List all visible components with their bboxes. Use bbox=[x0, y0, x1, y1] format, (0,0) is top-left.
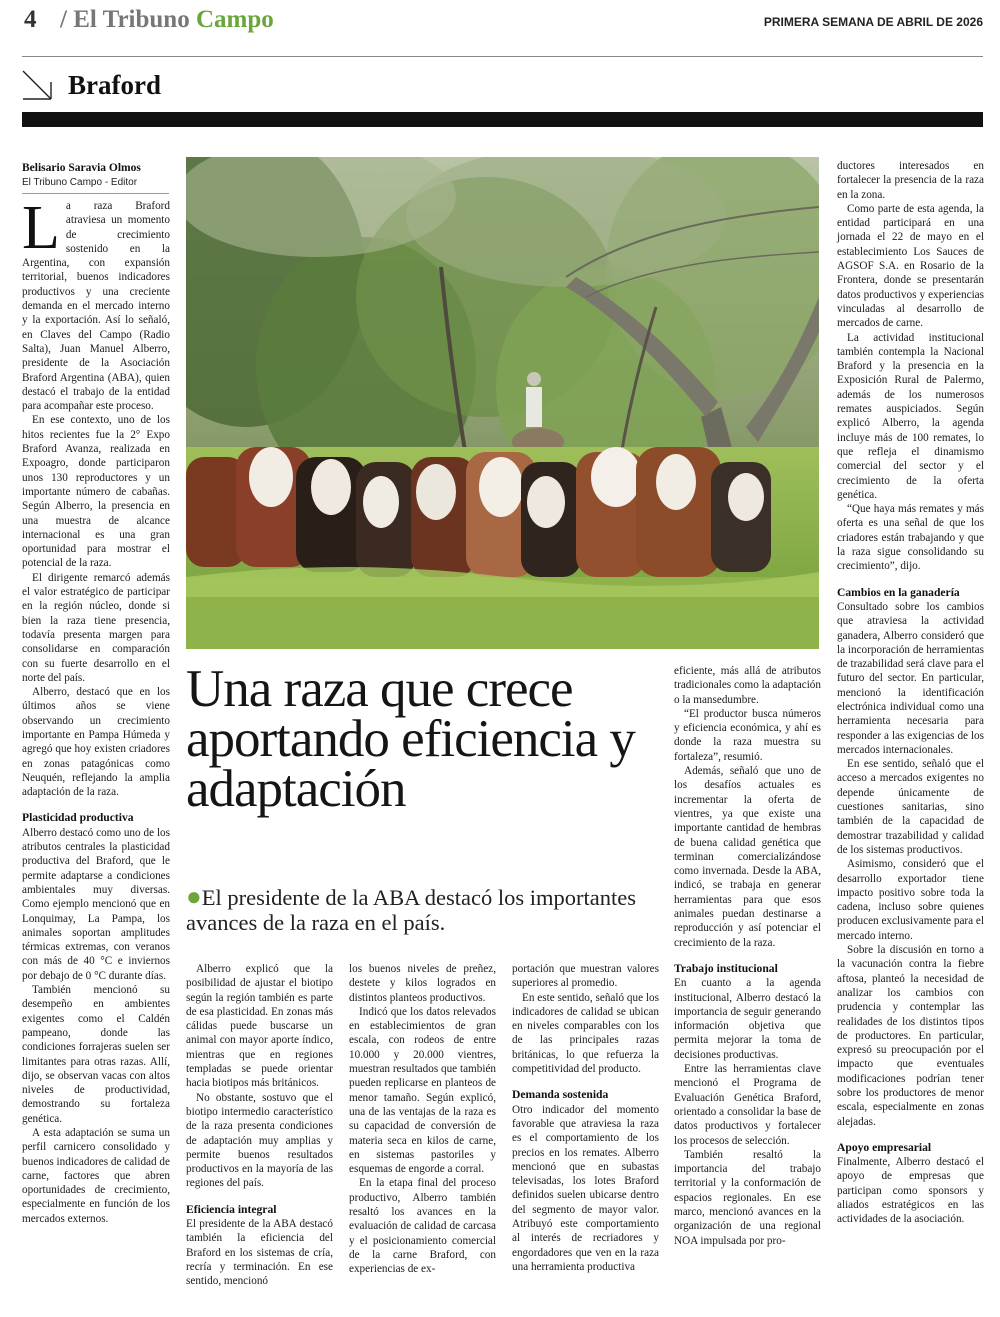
paragraph: Consultado sobre los cambios que atraviesa la actividad ganadera, Alberro consideró que la incorporación de herramientas de trazabilidad será clave para el futuro del sector. En particular, mencionó la identificación electrónica individual como una herramienta necesaria para responder a las exigencias de los mercados internacionales. bbox=[837, 600, 984, 756]
paragraph: También mencionó su desempeño en ambientes exigentes como el Caldén pampeano, donde las condiciones forrajeras suelen ser limitantes para otras razas. Allí, dijo, se observan vacas con altos niveles de productividad, demostrando su fortaleza genética. bbox=[22, 984, 170, 1125]
paragraph: eficiente, más allá de atributos tradicionales como la adaptación o la mansedumbre. bbox=[674, 665, 821, 706]
paragraph: Indicó que los datos relevados en establecimientos de gran escala, con rodeos de entre 10.000 y 20.000 vientres, muestran resultados que también pueden replicarse en planteos de menor tamaño. Según explicó, una de las ventajas de la raza es su capacidad de conversión de materia seca en kilos de carne, en sistemas pastoriles y esquemas de engorde a corral. bbox=[349, 1005, 496, 1176]
paragraph: Alberro destacó como uno de los atributos centrales la plasticidad productiva del Braford, que le permite adaptarse a condiciones ambientales muy diversas. Como ejemplo mencionó que en Lonquimay, La Pampa, los animales soportan amplitudes térmicas extremas, con veranos con más de 40 °C e inviernos por debajo de 0 °C durante días. bbox=[22, 826, 170, 982]
article-column-1 bbox=[22, 194, 170, 1226]
lead-paragraph: La raza Braford atraviesa un momento de crecimiento sostenido en la Argentina, con expansión territorial, buenos indicadores productivos y una creciente demanda en el mercado interno y la exportación. Así lo señaló, en Claves del Campo (Radio Salta), Juan Manuel Alberro, presidente de la Asociación Braford Argentina (ABA), quien destacó el trabajo de la entidad para acompañar este proceso. bbox=[22, 194, 170, 413]
subheadline: ●El presidente de la ABA destacó los importantes avances de la raza en el país. bbox=[186, 882, 636, 935]
paragraph: Como parte de esta agenda, la entidad participará en una jornada el 22 de mayo en el establecimiento Los Sauces de AGSOF S.A. en Rosario de la Frontera, donde se presentarán datos productivos y experiencias vinculadas al desarrollo de mercados de carne. bbox=[837, 202, 984, 330]
article-column-3 bbox=[349, 962, 496, 1277]
paragraph: Finalmente, Alberro destacó el apoyo de empresas que participan como sponsors y aliados estratégicos en las actividades de la asociación. bbox=[837, 1156, 984, 1226]
paragraph: A esta adaptación se suma un perfil carnicero consolidado y buenos indicadores de calidad de carne, factores que abren oportunidades de crecimiento, especialmente en función de los mercados externos. bbox=[22, 1127, 170, 1225]
subheading: Trabajo institucional bbox=[674, 961, 778, 975]
paragraph: El dirigente remarcó además el valor estratégico de participar en la región núcleo, donde si bien la raza tiene presencia, todavía presenta margen para consolidarse en comparación con su fuerte desarrollo en el norte del país. bbox=[22, 571, 170, 684]
paragraph: Otro indicador del momento favorable que atraviesa la raza es el comportamiento de los precios en los remates. Alberro mencionó que en subastas televisadas, los lotes Braford definidos suelen ubicarse dentro del segmento de mayor valor. Atribuyó este comportamiento al interés de recriadores y engordadores que ven en la raza una herramienta productiva bbox=[512, 1103, 659, 1273]
paragraph: Sobre la discusión en torno a la vacunación contra la fiebre aftosa, planteó la necesidad de analizar los cambios con prudencia y contemplar las realidades de los distintos tipos de productores. En particular, expresó su preocupación por el impacto que eventuales modificaciones podrían tener sobre los productores de menor escala, especialmente en zonas alejadas. bbox=[837, 944, 984, 1128]
page-number: 4 bbox=[24, 6, 37, 33]
paragraph: los buenos niveles de preñez, destete y kilos logrados en distintos planteos productivos. bbox=[349, 963, 496, 1004]
article-column-2 bbox=[186, 962, 333, 1289]
subheading: Demanda sostenida bbox=[512, 1088, 609, 1102]
subheading: Eficiencia integral bbox=[186, 1202, 277, 1216]
paragraph: No obstante, sostuvo que el biotipo intermedio característico de la raza presenta condiciones de adaptación muy amplias y permite buenos resultados productivos en la mayoría de las regiones del país. bbox=[186, 1091, 333, 1190]
byline-author: Belisario Saravia Olmos bbox=[22, 162, 141, 174]
paragraph: Además, señaló que uno de los desafíos actuales es incrementar la oferta de vientres, ya que existe una importante cantidad de hembras de buena calidad genética que terminan comercializándose como invernada. Desde la ABA, indicó, se trabaja en generar herramientas para que esos animales puedan destinarse a reproducción y así potenciar el crecimiento de la raza. bbox=[674, 765, 821, 949]
paragraph: También resaltó la importancia del trabajo territorial y la conformación de espacios regionales. En ese marco, mencionó avances en la organización de una regional NOA impulsada por pro- bbox=[674, 1148, 821, 1247]
subheading: Cambios en la ganadería bbox=[837, 585, 960, 599]
paragraph: La actividad institucional también contempla la Nacional Braford y la presencia en la Exposición Rural de Palermo, además de los numerosos remates auspiciados. Según explicó Alberro, la agenda incluye más de 100 remates, lo que refleja el dinamismo comercial del sector y el crecimiento de la oferta genética. bbox=[837, 331, 984, 501]
drop-cap: L bbox=[22, 194, 60, 262]
section-title: Braford bbox=[68, 70, 161, 100]
paragraph: Entre las herramientas clave mencionó el Programa de Evaluación Genética Braford, orientado a consolidar la base de datos productivos y fortalecer los procesos de selección. bbox=[674, 1063, 821, 1147]
issue-date: PRIMERA SEMANA DE ABRIL DE 2026 bbox=[763, 15, 983, 29]
separator: / bbox=[60, 6, 67, 33]
paragraph: En la etapa final del proceso productivo, Alberro también resaltó los avances en la evaluación de calidad de carcasa y el posicionamiento comercial de la carne Braford, con experiencias de ex- bbox=[349, 1177, 496, 1276]
paragraph: El presidente de la ABA destacó también la eficiencia del Braford en los sistemas de cría, recría y terminación. En ese sentido, mencionó bbox=[186, 1218, 333, 1288]
headline: Una raza que crece aportando eficiencia y adaptación bbox=[186, 660, 635, 818]
article-column-4 bbox=[512, 962, 659, 1274]
paragraph: En ese sentido, señaló que el acceso a mercados exigentes no depende únicamente de cuestiones sanitarias, sino también de la capacidad de demostrar trazabilidad y calidad de los sistemas productivos. bbox=[837, 758, 984, 856]
article-column-5 bbox=[674, 664, 821, 1248]
subheading: Plasticidad productiva bbox=[22, 811, 134, 825]
paragraph: En este sentido, señaló que los indicadores de calidad se ubican en niveles comparables con los de las principales razas británicas, lo que refuerza la competitividad del producto. bbox=[512, 991, 659, 1076]
green-dot-icon: ● bbox=[186, 882, 202, 911]
publication-name: El Tribuno bbox=[73, 6, 190, 33]
photo-image bbox=[186, 157, 819, 649]
section-bar bbox=[22, 112, 983, 127]
paragraph: ductores interesados en fortalecer la presencia de la raza en la zona. bbox=[837, 160, 984, 201]
header-rule bbox=[22, 56, 983, 57]
paragraph: Alberro, destacó que en los últimos años se viene observando un crecimiento importante en Pampa Húmeda y agregó que hoy existen criadores en zonas patagónicas como Neuquén, reflejando la amplia adaptación de la raza. bbox=[22, 686, 170, 799]
corner-arrow-icon bbox=[22, 70, 52, 100]
paragraph: Asimismo, consideró que el desarrollo exportador tiene impacto positivo sobre toda la cadena, incluso sobre quienes producen exclusivamente para el mercado interno. bbox=[837, 858, 984, 942]
subheading: Apoyo empresarial bbox=[837, 1140, 932, 1154]
paragraph: En cuanto a la agenda institucional, Alberro destacó la importancia de seguir generando información objetiva que permita mejorar la toma de decisiones productivas. bbox=[674, 977, 821, 1061]
article-column-6 bbox=[837, 159, 984, 1227]
supplement-name: Campo bbox=[195, 6, 274, 33]
paragraph: En ese contexto, uno de los hitos recientes fue la 2° Expo Braford Avanza, realizada en Expoagro, donde participaron unos 130 reproductores y un importante número de cabañas. Según Alberro, la presencia en una muestra de alcance internacional es una gran oportunidad para mostrar el potencial de la raza. bbox=[22, 414, 170, 570]
byline-role: El Tribuno Campo - Editor bbox=[22, 177, 138, 188]
paragraph: Alberro explicó que la posibilidad de ajustar el biotipo según la región también es parte de esa plasticidad. En zonas más cálidas puede buscarse un animal con mayor aporte índico, mientras que en regiones templadas se puede orientar hacia biotipos más británicos. bbox=[186, 963, 333, 1090]
publication-title bbox=[60, 6, 274, 34]
paragraph: “Que haya más remates y más oferta es una señal de que los criadores están trabajando y que la raza sigue consolidando su crecimiento”, dijo. bbox=[837, 503, 984, 573]
paragraph: “El productor busca números y eficiencia económica, y ahí es donde la raza muestra su fortaleza”, resumió. bbox=[674, 707, 821, 763]
cattle-photo bbox=[186, 157, 819, 649]
paragraph: portación que muestran valores superiores al promedio. bbox=[512, 963, 659, 990]
